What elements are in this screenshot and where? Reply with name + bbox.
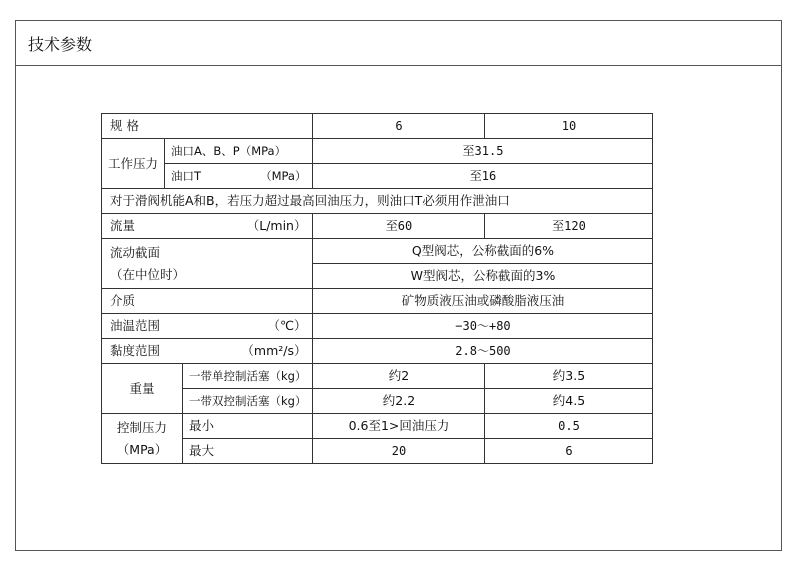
table-row xyxy=(102,314,653,339)
section-label-line2: （在中位时） xyxy=(110,266,186,282)
pressure-label: 工作压力 xyxy=(102,139,165,189)
weight-double-label: 一带双控制活塞（kg） xyxy=(183,389,313,414)
spec-col2: 10 xyxy=(485,114,653,139)
weight-label: 重量 xyxy=(102,364,183,414)
control-pressure-max-col2: 6 xyxy=(485,439,653,464)
flow-col2: 至120 xyxy=(485,214,653,239)
control-pressure-label-line1: 控制压力 xyxy=(117,419,168,435)
control-pressure-min-label: 最小 xyxy=(183,414,313,439)
table-row xyxy=(102,114,653,139)
pressure-t-value: 至16 xyxy=(313,164,653,189)
table-row xyxy=(102,214,653,239)
medium-label: 介质 xyxy=(102,289,313,314)
control-pressure-min-col1: 0.6至1>回油压力 xyxy=(313,414,485,439)
weight-single-col1: 约2 xyxy=(313,364,485,389)
viscosity-unit: （mm²/s） xyxy=(241,343,307,358)
section-label xyxy=(102,239,313,289)
pressure-note: 对于滑阀机能A和B，若压力超过最高回油压力，则油口T必须用作泄油口 xyxy=(102,189,653,214)
pressure-t-unit: （MPa） xyxy=(260,169,307,183)
viscosity-label: 黏度范围 xyxy=(110,343,161,358)
table-row xyxy=(102,439,653,464)
pressure-abp-label: 油口A、B、P（MPa） xyxy=(165,139,313,164)
control-pressure-label xyxy=(102,414,183,464)
control-pressure-max-label: 最大 xyxy=(183,439,313,464)
table-row xyxy=(102,139,653,164)
spec-table xyxy=(101,113,653,464)
section-w-value: W型阀芯，公称截面的3% xyxy=(313,264,653,289)
section-title: 技术参数 xyxy=(28,35,93,54)
control-pressure-min-col2: 0.5 xyxy=(485,414,653,439)
spec-label: 规 格 xyxy=(102,114,313,139)
oil-temp-unit: （℃） xyxy=(267,318,307,333)
oil-temp-cell xyxy=(102,314,313,339)
flow-unit: （L/min） xyxy=(246,218,307,233)
section-label-line1: 流动截面 xyxy=(110,244,161,260)
control-pressure-max-col1: 20 xyxy=(313,439,485,464)
oil-temp-value: −30～+80 xyxy=(313,314,653,339)
table-row xyxy=(102,239,653,264)
flow-col1: 至60 xyxy=(313,214,485,239)
pressure-abp-value: 至31.5 xyxy=(313,139,653,164)
spec-col1: 6 xyxy=(313,114,485,139)
table-row xyxy=(102,389,653,414)
flow-label: 流量 xyxy=(110,218,136,233)
oil-temp-label: 油温范围 xyxy=(110,318,161,333)
table-row xyxy=(102,339,653,364)
table-row xyxy=(102,289,653,314)
pressure-t-label: 油口T xyxy=(171,169,202,183)
flow-cell xyxy=(102,214,313,239)
section-q-value: Q型阀芯，公称截面的6% xyxy=(313,239,653,264)
viscosity-cell xyxy=(102,339,313,364)
weight-double-col1: 约2.2 xyxy=(313,389,485,414)
weight-single-label: 一带单控制活塞（kg） xyxy=(183,364,313,389)
table-row xyxy=(102,189,653,214)
table-row xyxy=(102,364,653,389)
pressure-t-cell xyxy=(165,164,313,189)
weight-single-col2: 约3.5 xyxy=(485,364,653,389)
weight-double-col2: 约4.5 xyxy=(485,389,653,414)
medium-value: 矿物质液压油或磷酸脂液压油 xyxy=(313,289,653,314)
viscosity-value: 2.8～500 xyxy=(313,339,653,364)
header-divider xyxy=(16,65,781,66)
table-row xyxy=(102,414,653,439)
table-row xyxy=(102,164,653,189)
control-pressure-label-line2: （MPa） xyxy=(116,441,168,457)
